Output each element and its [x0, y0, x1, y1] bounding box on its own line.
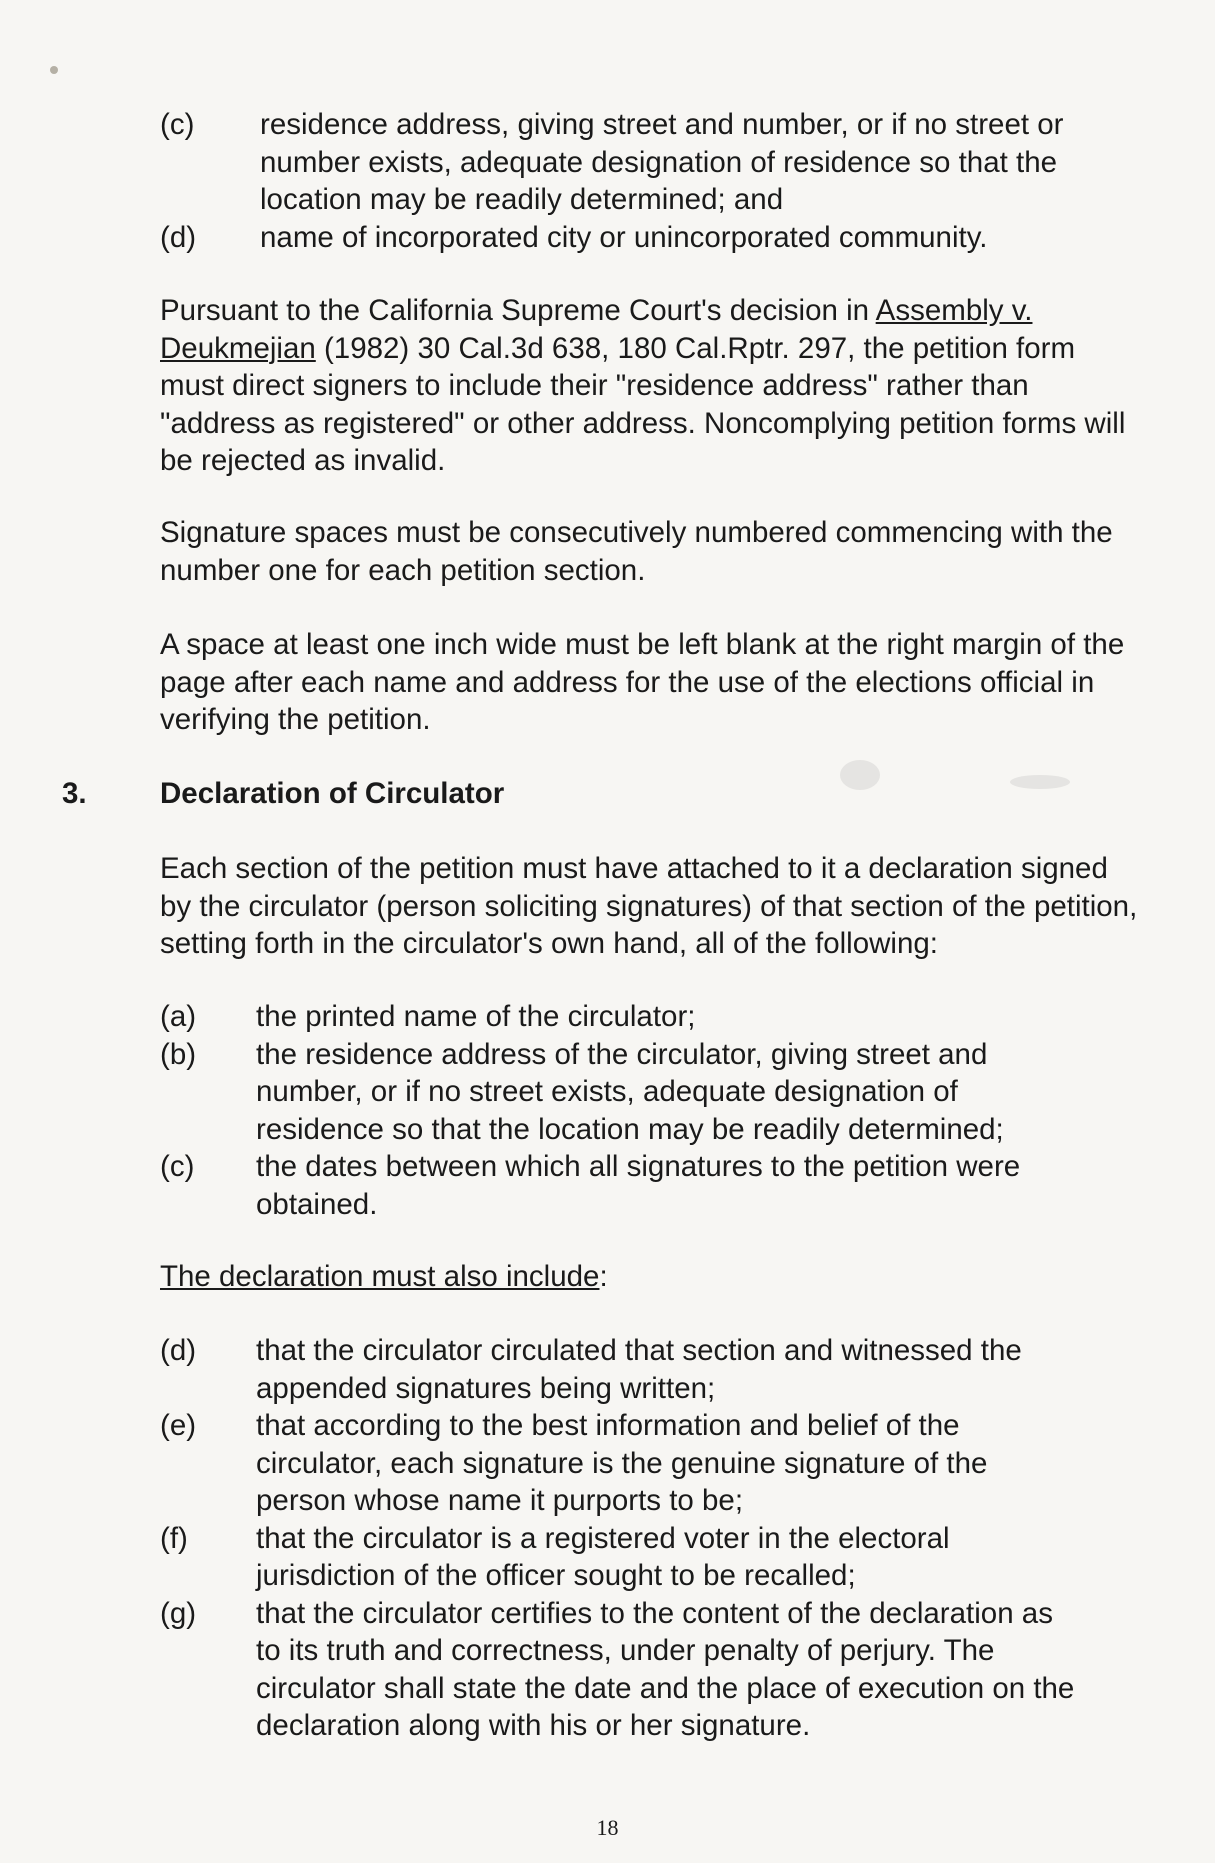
- margin-paragraph: A space at least one inch wide must be left blank at the right margin of the page after each name and address for the use of the elections official in verifying the petition.: [160, 628, 1125, 736]
- assembly-para-before: Pursuant to the California Supreme Court's decision in: [160, 294, 876, 327]
- list-label: (d): [160, 1334, 197, 1367]
- list-text: the printed name of the circulator;: [256, 1000, 696, 1033]
- case-citation: Assembly v. Deukmejian: [160, 294, 1033, 365]
- list-text: name of incorporated city or unincorporated community.: [260, 220, 988, 254]
- section-number: 3.: [62, 777, 87, 810]
- also-include-list: [160, 1332, 1140, 1745]
- page-number: 18: [596, 1815, 619, 1840]
- declaration-list: [160, 998, 1140, 1223]
- declaration-paragraph: Each section of the petition must have attached to it a declaration signed by the circulator (person soliciting signatures) of that section of the petition, setting forth in the circulator's own hand, all of the following:: [160, 852, 1138, 960]
- top-list: [160, 106, 1120, 256]
- list-label: (c): [160, 1150, 195, 1183]
- list-item-e: [160, 1407, 1140, 1520]
- list-label: (g): [160, 1596, 197, 1630]
- list-label: (c): [160, 108, 195, 141]
- paper-speck: [50, 66, 58, 74]
- list-text: residence address, giving street and number, or if no street or number exists, adequate designation of residence so that the location may be readily determined; and: [260, 108, 1064, 216]
- list-item-b: [160, 1036, 1140, 1149]
- list-text: the dates between which all signatures to the petition were obtained.: [256, 1150, 1021, 1221]
- list-item-d2: [160, 1332, 1140, 1407]
- scan-smudge: [1010, 775, 1070, 789]
- scan-smudge: [840, 760, 880, 790]
- list-item-c2: [160, 1148, 1140, 1223]
- list-text: that according to the best information and belief of the circulator, each signature is the genuine signature of the person whose name it purports to be;: [256, 1409, 988, 1517]
- list-text: that the circulator certifies to the content of the declaration as to its truth and correctness, under penalty of perjury. The circulator shall state the date and the place of execution on the declaration along with his or her signature.: [256, 1596, 1075, 1742]
- signature-spaces-paragraph: Signature spaces must be consecutively numbered commencing with the number one for each petition section.: [160, 516, 1113, 587]
- also-include-heading: [160, 1258, 1140, 1296]
- also-include-underlined: The declaration must also include: [160, 1260, 600, 1293]
- list-text: that the circulator is a registered voter in the electoral jurisdiction of the officer sought to be recalled;: [256, 1521, 950, 1592]
- list-text: that the circulator circulated that section and witnessed the appended signatures being written;: [256, 1334, 1022, 1405]
- list-label: (f): [160, 1521, 188, 1555]
- list-label: (d): [160, 220, 197, 254]
- list-label: (e): [160, 1409, 197, 1442]
- list-item-g: [160, 1595, 1140, 1745]
- section-title: Declaration of Circulator: [160, 777, 505, 810]
- list-text: the residence address of the circulator, giving street and number, or if no street exists, adequate designation of residence so that the location may be readily determined;: [256, 1037, 1004, 1146]
- also-include-suffix: :: [599, 1260, 608, 1293]
- list-item-c: [160, 106, 1120, 219]
- list-label: (a): [160, 1000, 197, 1033]
- list-label: (b): [160, 1037, 197, 1071]
- list-item-a: [160, 998, 1140, 1036]
- list-item-f: [160, 1520, 1140, 1595]
- assembly-paragraph: [160, 292, 1140, 480]
- list-item-d: [160, 219, 1120, 257]
- assembly-para-after: (1982) 30 Cal.3d 638, 180 Cal.Rptr. 297, the petition form must direct signers to include their "residence address" rather than "address as registered" or other address. Noncomplying petition forms will be rejected as invalid.: [160, 331, 1126, 477]
